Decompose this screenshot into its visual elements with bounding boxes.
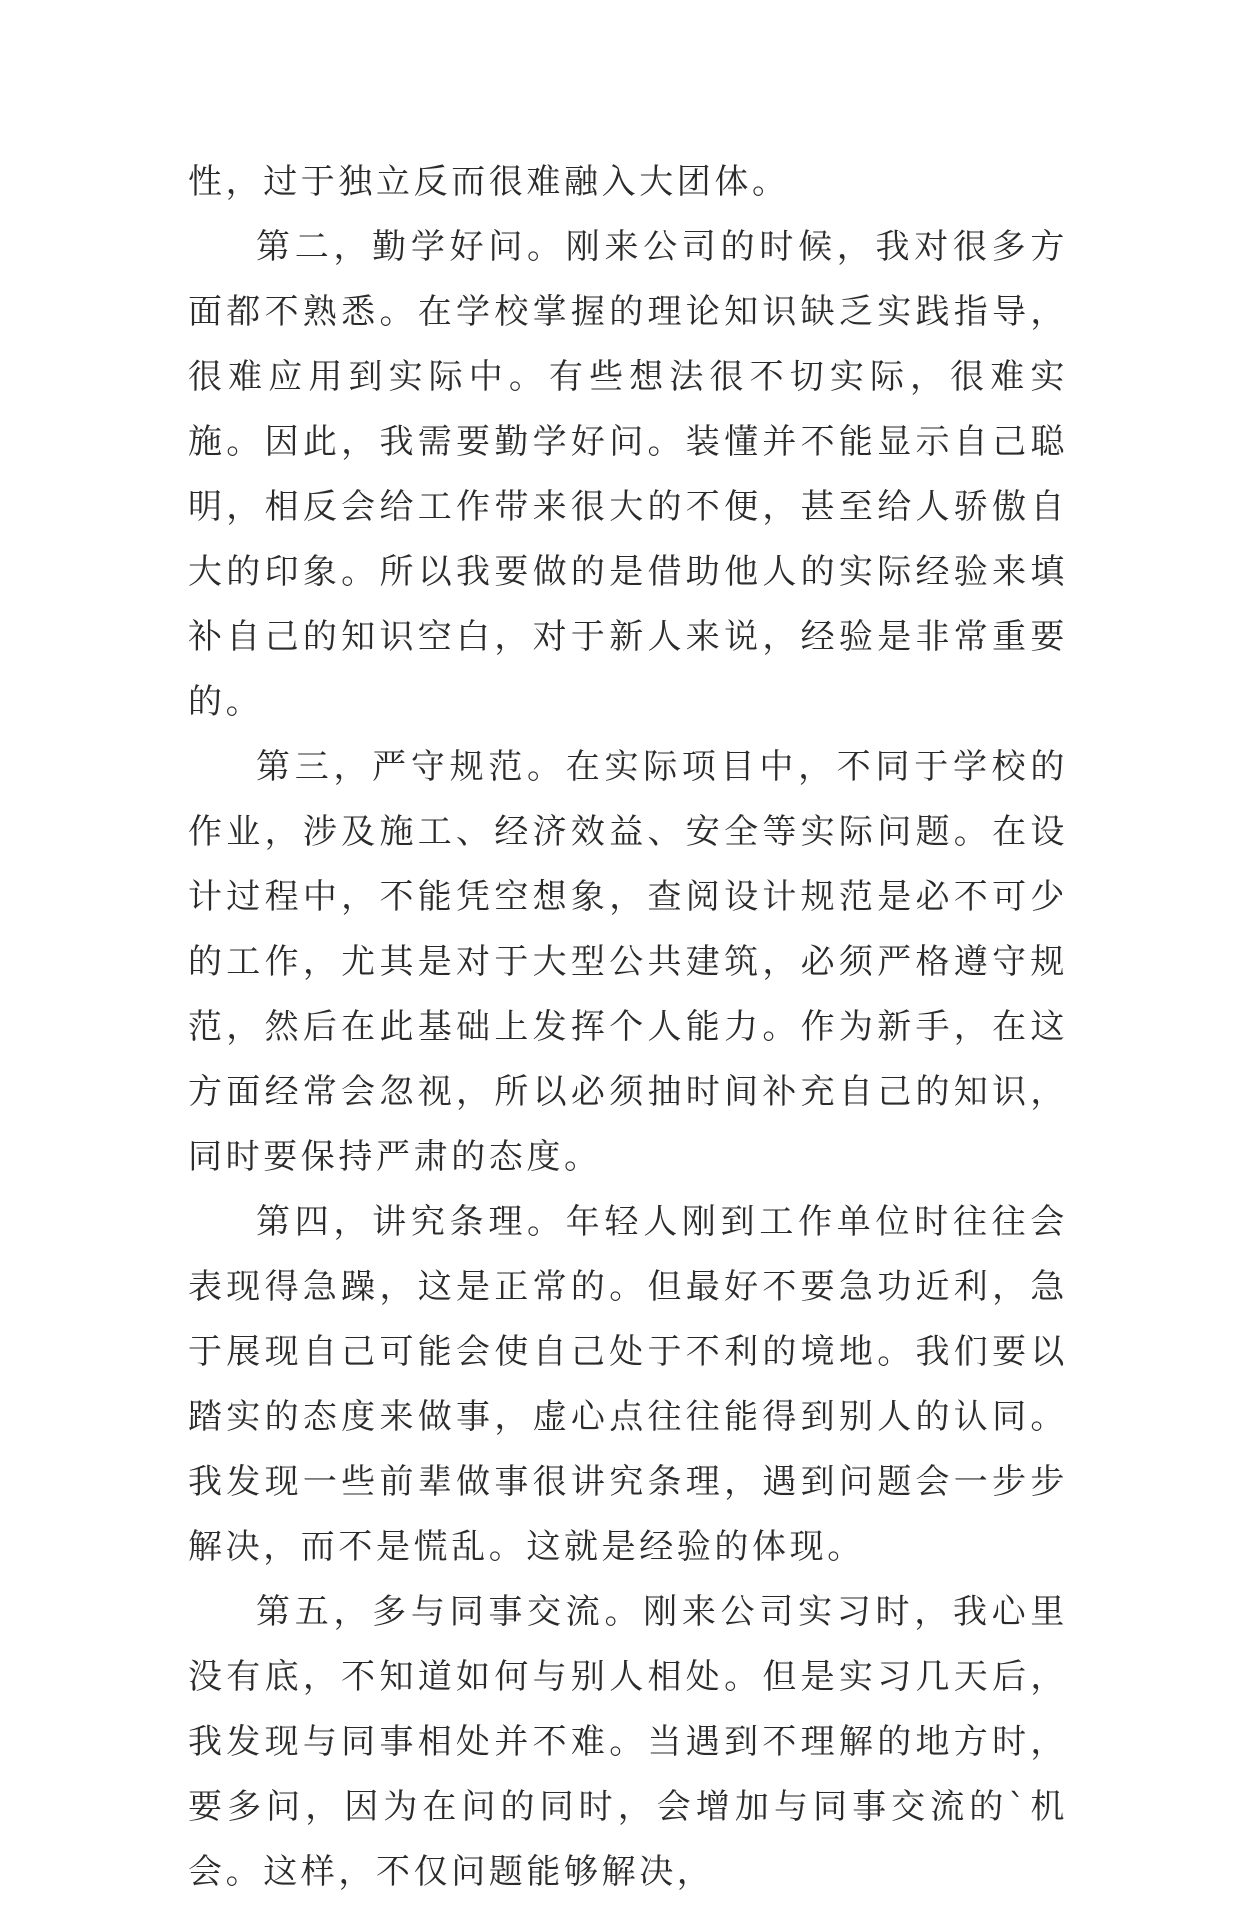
paragraph-fourth-point: 第四，讲究条理。年轻人刚到工作单位时往往会表现得急躁，这是正常的。但最好不要急功近利，急于展现自己可能会使自己处于不利的境地。我们要以踏实的态度来做事，虚心点往往能得到别人的认同。我发现一些前辈做事很讲究条理，遇到问题会一步步解决，而不是慌乱。这就是经验的体现。 <box>188 1202 1068 1567</box>
document-body <box>188 150 1068 1905</box>
paragraph-continuation: 性，过于独立反而很难融入大团体。 <box>188 162 790 202</box>
paragraph-third-point: 第三，严守规范。在实际项目中，不同于学校的作业，涉及施工、经济效益、安全等实际问题。在设计过程中，不能凭空想象，查阅设计规范是必不可少的工作，尤其是对于大型公共建筑，必须严格遵守规范，然后在此基础上发挥个人能力。作为新手，在这方面经常会忽视，所以必须抽时间补充自己的知识，同时要保持严肃的态度。 <box>188 747 1068 1177</box>
paragraph-second-point: 第二，勤学好问。刚来公司的时候，我对很多方面都不熟悉。在学校掌握的理论知识缺乏实践指导，很难应用到实际中。有些想法很不切实际，很难实施。因此，我需要勤学好问。装懂并不能显示自己聪明，相反会给工作带来很大的不便，甚至给人骄傲自大的印象。所以我要做的是借助他人的实际经验来填补自己的知识空白，对于新人来说，经验是非常重要的。 <box>188 227 1068 722</box>
paragraph-fifth-point: 第五，多与同事交流。刚来公司实习时，我心里没有底，不知道如何与别人相处。但是实习几天后，我发现与同事相处并不难。当遇到不理解的地方时，要多问，因为在问的同时，会增加与同事交流的`机会。这样，不仅问题能够解决， <box>188 1592 1068 1892</box>
